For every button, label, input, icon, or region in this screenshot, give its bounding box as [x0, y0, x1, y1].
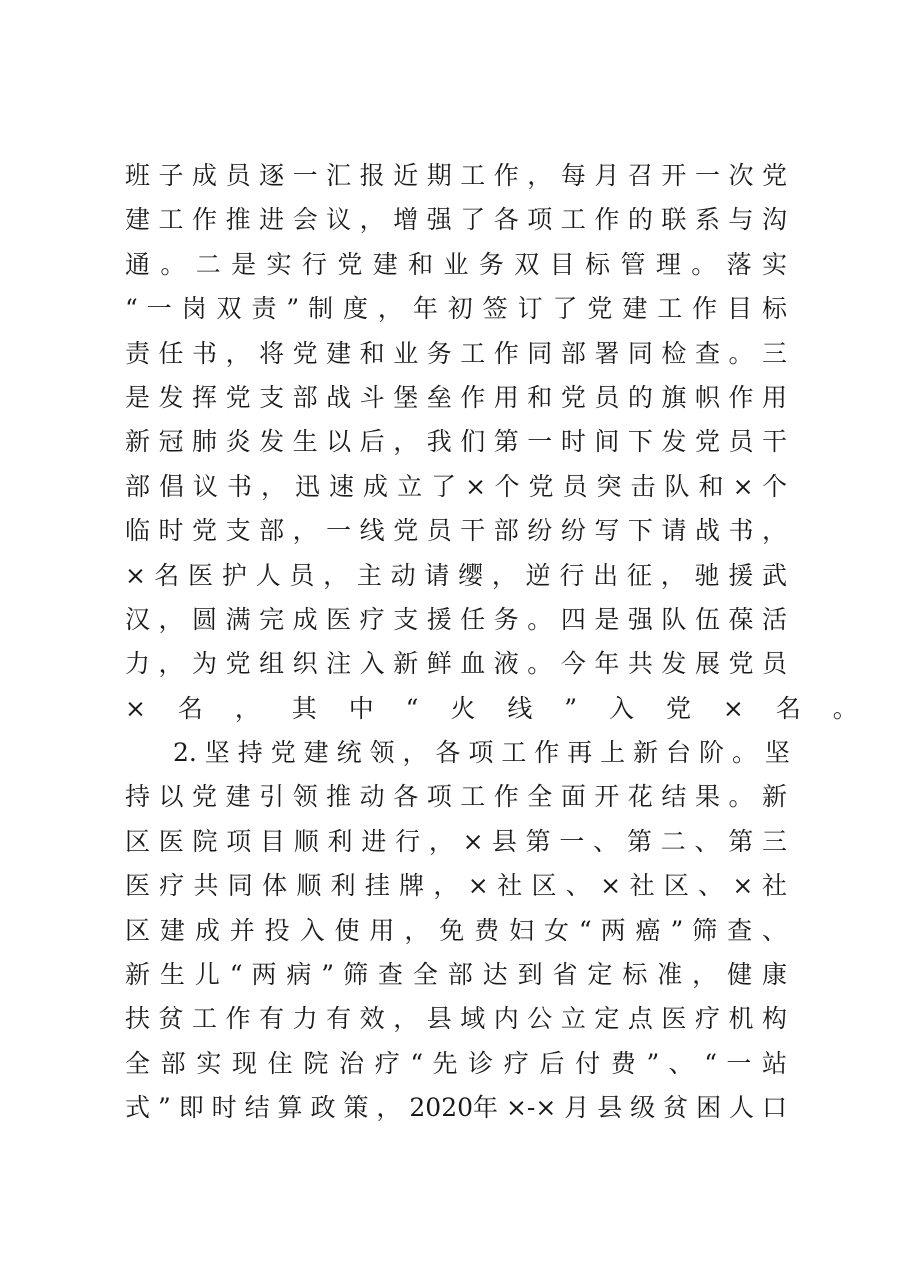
- text-line: 区 医 院 项 目 顺 利 进 行 ， × 县 第 一 、 第 二 、 第 三: [125, 826, 787, 856]
- document-body: [125, 154, 870, 1131]
- text-line: 是 发 挥 党 支 部 战 斗 堡 垒 作 用 和 党 员 的 旗 帜 作 用: [125, 382, 787, 412]
- text-line: 通 。 二 是 实 行 党 建 和 业 务 双 目 标 管 理 。 落 实: [125, 249, 787, 279]
- text-line: 区 建 成 并 投 入 使 用 ， 免 费 妇 女 “ 两 癌 ” 筛 查 、: [125, 915, 787, 945]
- paragraph-1: [125, 154, 870, 731]
- text-line: 新 生 儿 “ 两 病 ” 筛 查 全 部 达 到 省 定 标 准 ， 健 康: [125, 960, 787, 990]
- text-line: × 名 医 护 人 员 ， 主 动 请 缨 ， 逆 行 出 征 ， 驰 援 武: [125, 560, 787, 590]
- paragraph-2: [125, 731, 790, 1131]
- text-line: 全 部 实 现 住 院 治 疗 “ 先 诊 疗 后 付 费 ” 、 “ 一 站: [125, 1048, 787, 1078]
- text-line: 持 以 党 建 引 领 推 动 各 项 工 作 全 面 开 花 结 果 。 新: [125, 782, 787, 812]
- text-line: 班 子 成 员 逐 一 汇 报 近 期 工 作 ， 每 月 召 开 一 次 党: [125, 161, 787, 190]
- text-line: × 名 ， 其 中 “ 火 线 ” 入 党 × 名 。: [125, 693, 870, 723]
- text-line: 汉 ， 圆 满 完 成 医 疗 支 援 任 务 。 四 是 强 队 伍 葆 活: [125, 604, 787, 634]
- text-line: 部 倡 议 书 ， 迅 速 成 立 了 × 个 党 员 突 击 队 和 × 个: [125, 471, 787, 501]
- text-line: 式 ” 即 时 结 算 政 策 ， 2020年 ×-× 月 县 级 贫 困 人 口: [125, 1093, 787, 1123]
- text-line: 2. 坚 持 党 建 统 领 ， 各 项 工 作 再 上 新 台 阶 。 坚: [173, 738, 790, 768]
- text-line: 医 疗 共 同 体 顺 利 挂 牌 ， × 社 区 、 × 社 区 、 × 社: [125, 871, 787, 901]
- text-line: 新 冠 肺 炎 发 生 以 后 ， 我 们 第 一 时 间 下 发 党 员 干: [125, 427, 787, 457]
- text-line: 责 任 书 ， 将 党 建 和 业 务 工 作 同 部 署 同 检 查 。 三: [125, 338, 787, 368]
- text-line: “ 一 岗 双 责 ” 制 度 ， 年 初 签 订 了 党 建 工 作 目 标: [125, 294, 787, 324]
- text-line: 建 工 作 推 进 会 议 ， 增 强 了 各 项 工 作 的 联 系 与 沟: [125, 205, 787, 235]
- text-line: 临 时 党 支 部 ， 一 线 党 员 干 部 纷 纷 写 下 请 战 书 ，: [125, 516, 787, 546]
- text-line: 力 ， 为 党 组 织 注 入 新 鲜 血 液 。 今 年 共 发 展 党 员: [125, 649, 787, 679]
- text-line: 扶 贫 工 作 有 力 有 效 ， 县 域 内 公 立 定 点 医 疗 机 构: [125, 1004, 787, 1034]
